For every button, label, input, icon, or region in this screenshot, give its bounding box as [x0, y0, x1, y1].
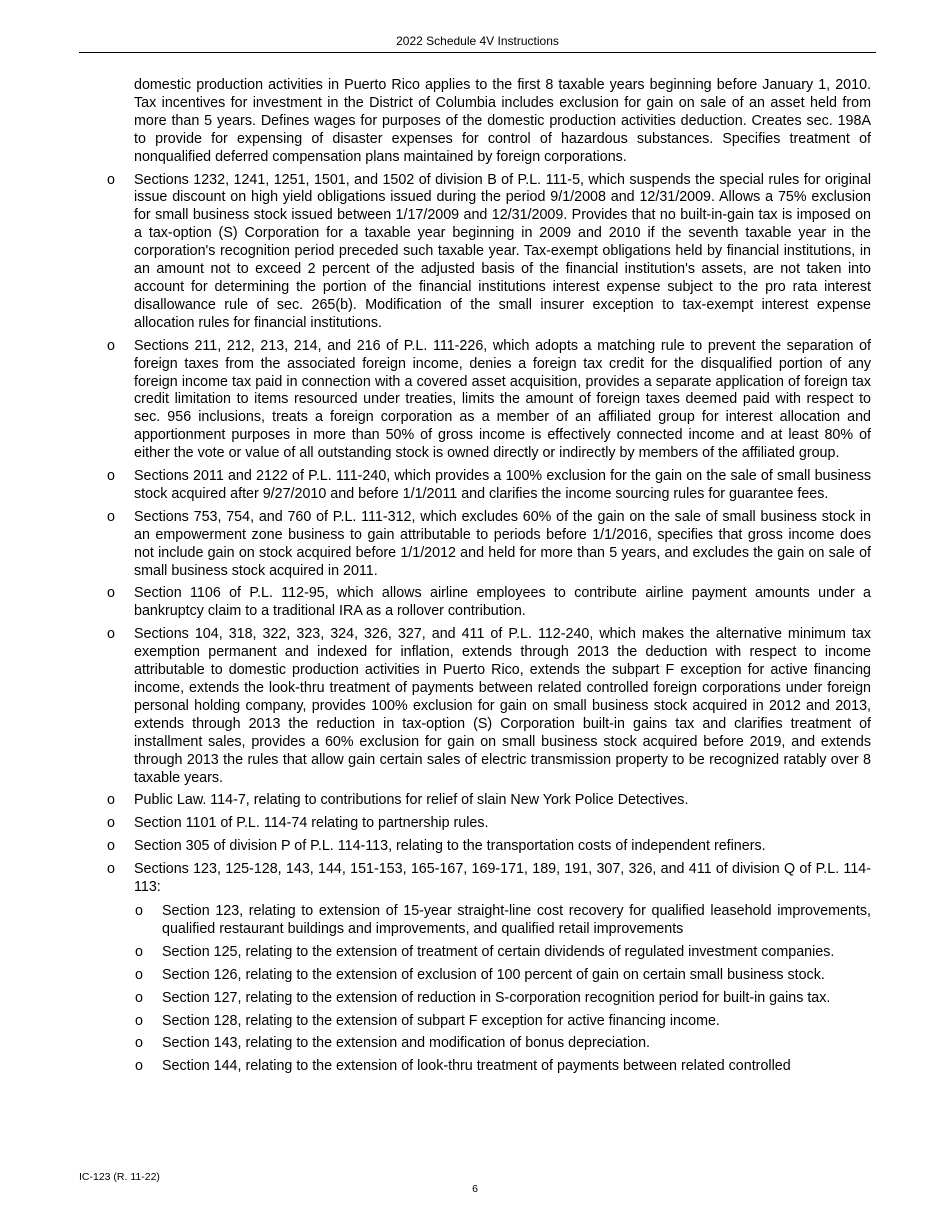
list-item-text: Sections 123, 125-128, 143, 144, 151-153, 165-167, 169-171, 189, 191, 307, 326, and 411 of division Q of P.L. 114-113: [134, 861, 871, 896]
bullet-marker: o [135, 1058, 143, 1075]
list-item-text: Public Law. 114-7, relating to contributions for relief of slain New York Police Detectives. [134, 792, 689, 809]
list-item [79, 338, 871, 463]
bullet-marker: o [135, 902, 143, 919]
list-item-text: Section 305 of division P of P.L. 114-113, relating to the transportation costs of independent refiners. [134, 838, 766, 855]
bullet-marker: o [107, 815, 115, 832]
sub-list-item-text: Section 144, relating to the extension of look-thru treatment of payments between related controlled [162, 1058, 791, 1075]
bullet-marker: o [107, 508, 115, 525]
list-item-text: Sections 1232, 1241, 1251, 1501, and 1502 of division B of P.L. 111-5, which suspends the special rules for original issue discount on high yield obligations issued during the period 9/1/2008 and 12/31/2009. Allows a 75% exclusion for small business stock issued between 1/17/2009 and 12/31/2009. Provides that no built-in-gain tax is imposed on a tax-option (S) Corporation for a taxable year beginning in 2009 and 2010 if the seventh taxable year in the corporation's recognition period preceded such taxable year. Tax-exempt obligations held by financial institutions, in an amount not to exceed 2 percent of the adjusted basis of the financial institution's assets, are not taken into account for determining the portion of the financial institutions interest expense subject to the pro rata interest disallowance rule of sec. 265(b). Modification of the small insurer exception to tax-exempt interest expense allocation rules for financial institutions. [134, 171, 871, 331]
bullet-marker: o [107, 585, 115, 602]
sub-list-item [79, 1035, 871, 1053]
bullet-marker: o [107, 861, 115, 878]
sub-list-item [79, 990, 871, 1008]
bullet-marker: o [135, 943, 143, 960]
bullet-marker: o [135, 1035, 143, 1052]
list-item [79, 172, 871, 333]
list-item [79, 509, 871, 581]
bullet-marker: o [107, 171, 115, 188]
list-item [79, 585, 871, 621]
bullet-marker: o [135, 966, 143, 983]
bullet-marker: o [107, 337, 115, 354]
list-item [79, 468, 871, 504]
list-item [79, 861, 871, 897]
header-rule [79, 52, 876, 53]
list-item-text: Sections 211, 212, 213, 214, and 216 of P.L. 111-226, which adopts a matching rule to prevent the separation of foreign taxes from the associated foreign income, denies a foreign tax credit for the disqualified portion of any foreign income tax paid in connection with a covered asset acquisition, provides a separate application of foreign tax credit limitation to items resourced under treaties, limits the amount of foreign taxes deemed paid with respect to sec. 956 inclusions, treats a foreign corporation as a member of an affiliated group for interest allocation and apportionment purposes in more than 50% of gross income is effectively connected income and at least 80% of either the vote or value of all outstanding stock is owned directly or indirectly by members of the affiliated group. [134, 337, 871, 462]
form-id-footer: IC-123 (R. 11-22) [79, 1171, 160, 1183]
bullet-marker: o [107, 468, 115, 485]
bullet-marker: o [107, 838, 115, 855]
sub-list-item-text: Section 125, relating to the extension of treatment of certain dividends of regulated investment companies. [162, 943, 835, 960]
intro-continuation-paragraph: domestic production activities in Puerto Rico applies to the first 8 taxable years beginning before January 1, 2010. Tax incentives for investment in the District of Columbia includes exclusion for gain on sale of an asset held from more than 5 years. Defines wages for purposes of the domestic production activities deduction. Creates sec. 198A to provide for expensing of disaster expenses for control of hazardous substances. Specifies treatment of nonqualified deferred compensation plans maintained by foreign corporations. [134, 77, 871, 165]
page-number: 6 [472, 1183, 478, 1195]
document-body [79, 77, 871, 1076]
sub-list-item-text: Section 143, relating to the extension and modification of bonus depreciation. [162, 1035, 651, 1052]
bullet-marker: o [135, 989, 143, 1006]
bullet-marker: o [107, 792, 115, 809]
list-item [79, 838, 871, 856]
sub-list-item-text: Section 127, relating to the extension of reduction in S-corporation recognition period for built-in gains tax. [162, 989, 831, 1006]
list-item-text: Sections 753, 754, and 760 of P.L. 111-312, which excludes 60% of the gain on the sale of small business stock in an empowerment zone business to gain attributable to periods before 1/1/2016, specifies that gross income does not include gain on stock acquired before 1/1/2012 and held for more than 5 years, and excludes the gain on sale of small business stock acquired in 2011. [134, 508, 871, 579]
list-item [79, 815, 871, 833]
list-item-text: Sections 104, 318, 322, 323, 324, 326, 327, and 411 of P.L. 112-240, which makes the alternative minimum tax exemption permanent and indexed for inflation, extends through 2013 the deduction with respect to income attributable to domestic production activities in Puerto Rico, extends the subpart F exception for active financing income, extends the look-thru treatment of payments between related controlled foreign corporations under foreign personal holding company, provides 100% exclusion for gain on small business stock acquired in 2012 and 2013, extends through 2013 the reduction in tax-option (S) Corporation built-in gains tax and clarifies treatment of installment sales, provides a 60% exclusion for gain on small business stock acquired before 2019, and extends through 2013 the rules that allow gain certain sales of electric transmission property to be recognized ratably over 8 taxable years. [134, 626, 871, 786]
sub-list-item [79, 1058, 871, 1076]
bullet-marker: o [135, 1012, 143, 1029]
sub-list-item [79, 967, 871, 985]
bullet-marker: o [107, 626, 115, 643]
list-item-text: Section 1101 of P.L. 114-74 relating to partnership rules. [134, 815, 489, 832]
list-item-text: Sections 2011 and 2122 of P.L. 111-240, which provides a 100% exclusion for the gain on the sale of small business stock acquired after 9/27/2010 and before 1/1/2011 and clarifies the income sourcing rules for guarantee fees. [134, 468, 871, 502]
list-item-text: Section 1106 of P.L. 112-95, which allows airline employees to contribute airline payment amounts under a bankruptcy claim to a traditional IRA as a rollover contribution. [134, 585, 871, 620]
division-q-sublist [79, 903, 871, 1076]
sub-list-item [79, 944, 871, 962]
page-header-title: 2022 Schedule 4V Instructions [396, 34, 559, 48]
list-item [79, 792, 871, 810]
sub-list-item [79, 1013, 871, 1031]
sub-list-item-text: Section 126, relating to the extension of exclusion of 100 percent of gain on certain small business stock. [162, 966, 825, 983]
sub-list-item-text: Section 128, relating to the extension of subpart F exception for active financing income. [162, 1012, 720, 1029]
sub-list-item [79, 903, 871, 939]
list-item [79, 626, 871, 787]
sub-list-item-text: Section 123, relating to extension of 15-year straight-line cost recovery for qualified leasehold improvements, qualified restaurant buildings and improvements, and qualified retail improvements [162, 902, 871, 937]
